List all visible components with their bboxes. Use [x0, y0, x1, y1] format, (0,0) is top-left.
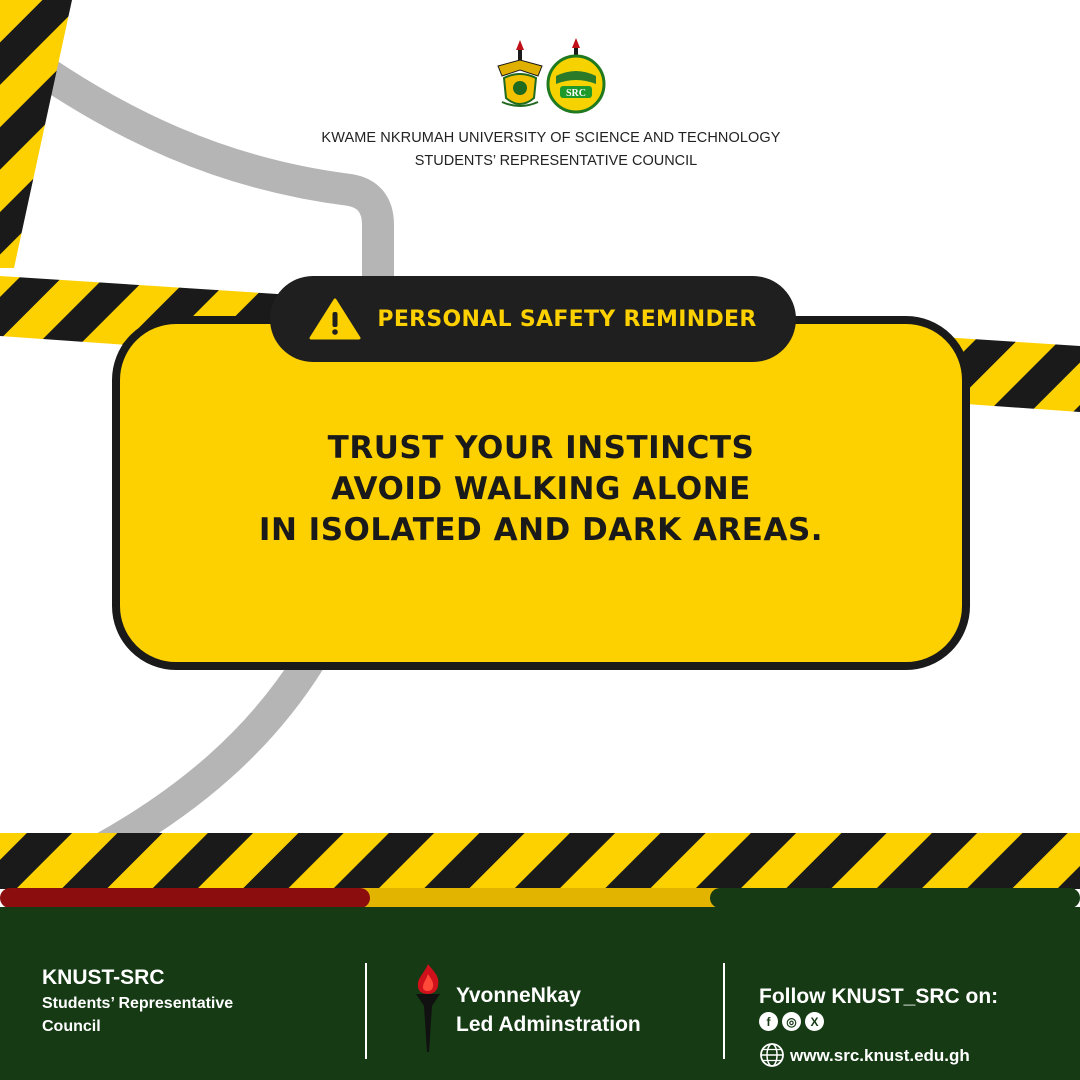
message-line-1: TRUST YOUR INSTINCTS [327, 430, 755, 466]
footer-org-subtitle-1: Students’ Representative [42, 995, 234, 1012]
footer-admin-line-1: YvonneNkay [456, 984, 581, 1007]
src-crest-icon [548, 38, 604, 112]
torch-icon [410, 962, 446, 1054]
footer-divider-2 [723, 963, 725, 1059]
footer-org-subtitle-2: Council [42, 1018, 101, 1035]
color-bar-green [710, 888, 1080, 908]
message-line-3: IN ISOLATED AND DARK AREAS. [258, 512, 824, 548]
footer-org-title: KNUST-SRC [42, 966, 165, 989]
website-link[interactable]: www.src.knust.edu.gh [790, 1046, 970, 1065]
university-logos [492, 36, 612, 114]
color-bar-red [0, 888, 370, 908]
message-line-2: AVOID WALKING ALONE [331, 471, 751, 507]
color-bar-gold [340, 888, 740, 908]
instagram-icon[interactable]: ◎ [782, 1012, 801, 1031]
university-name: KWAME NKRUMAH UNIVERSITY OF SCIENCE AND TECHNOLOGY [321, 130, 781, 146]
banner-pill [270, 276, 796, 362]
warning-triangle-icon [309, 297, 361, 341]
social-icons [759, 1012, 824, 1031]
x-icon[interactable]: X [805, 1012, 824, 1031]
footer-follow-text: Follow KNUST_SRC on: [759, 985, 999, 1008]
safety-message [112, 428, 970, 551]
caution-tape-bottom [0, 833, 1080, 889]
road-upper [0, 40, 378, 300]
footer-admin-line-2: Led Adminstration [456, 1013, 641, 1036]
council-name: STUDENTS’ REPRESENTATIVE COUNCIL [414, 153, 698, 169]
banner-title: PERSONAL SAFETY REMINDER [377, 306, 757, 332]
footer-divider-1 [365, 963, 367, 1059]
facebook-icon[interactable]: f [759, 1012, 778, 1031]
road-lower [100, 660, 310, 850]
src-logo-text: SRC [565, 88, 587, 99]
globe-icon [759, 1042, 785, 1068]
knust-crest-icon [498, 40, 542, 106]
